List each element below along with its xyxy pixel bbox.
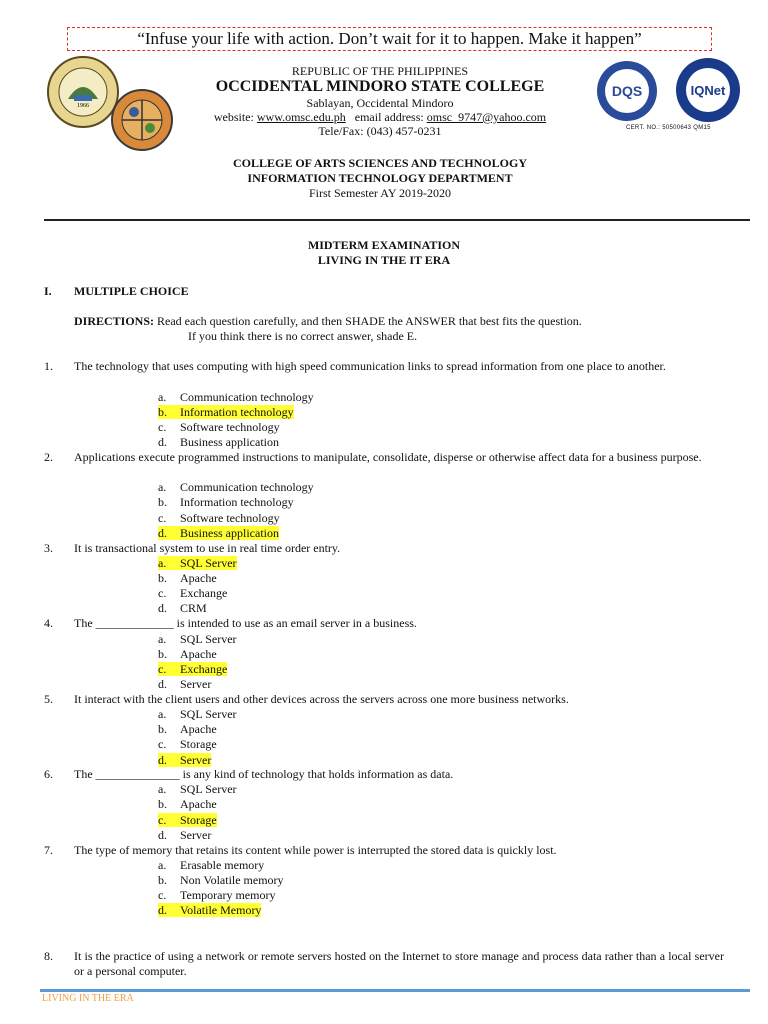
header-divider bbox=[44, 219, 750, 221]
option-letter: a. bbox=[158, 390, 167, 404]
option-text: SQL Server bbox=[180, 556, 237, 570]
svg-text:IQNet: IQNet bbox=[690, 83, 726, 98]
highlighted-answer bbox=[158, 526, 279, 540]
section-number: I. bbox=[44, 284, 52, 298]
answer-option[interactable] bbox=[158, 722, 217, 737]
option-body bbox=[158, 737, 217, 751]
option-letter: c. bbox=[158, 511, 167, 525]
highlighted-answer bbox=[158, 903, 261, 917]
svg-text:DQS: DQS bbox=[611, 83, 643, 99]
exam-subtitle: LIVING IN THE IT ERA bbox=[317, 253, 451, 267]
option-body bbox=[158, 511, 280, 525]
answer-option[interactable] bbox=[158, 828, 211, 843]
option-letter: a. bbox=[158, 632, 167, 646]
option-text: Volatile Memory bbox=[180, 903, 262, 917]
answer-option[interactable] bbox=[158, 526, 279, 541]
option-text: SQL Server bbox=[180, 782, 237, 796]
option-body bbox=[158, 677, 211, 691]
option-text: Storage bbox=[180, 813, 217, 827]
option-letter: d. bbox=[158, 435, 167, 449]
option-text: Apache bbox=[180, 571, 217, 585]
directions-text: Read each question carefully, and then SHADE the ANSWER that best fits the question. bbox=[154, 314, 582, 328]
option-letter: a. bbox=[158, 556, 167, 570]
directions bbox=[74, 314, 582, 329]
option-body bbox=[158, 480, 314, 494]
option-letter: d. bbox=[158, 903, 167, 917]
option-body bbox=[158, 632, 237, 646]
option-letter: b. bbox=[158, 495, 167, 509]
option-text: Exchange bbox=[180, 586, 228, 600]
highlighted-answer bbox=[158, 813, 217, 827]
answer-option[interactable] bbox=[158, 511, 280, 526]
option-text: Communication technology bbox=[180, 480, 314, 494]
contact-line bbox=[170, 110, 590, 125]
option-letter: c. bbox=[158, 586, 167, 600]
answer-option[interactable] bbox=[158, 390, 314, 405]
college-name: OCCIDENTAL MINDORO STATE COLLEGE bbox=[215, 78, 545, 95]
svg-text:1966: 1966 bbox=[77, 103, 89, 109]
option-letter: a. bbox=[158, 782, 167, 796]
option-text: SQL Server bbox=[180, 707, 237, 721]
answer-option[interactable] bbox=[158, 480, 314, 495]
option-body bbox=[158, 873, 284, 887]
option-text: Server bbox=[180, 677, 212, 691]
option-letter: c. bbox=[158, 662, 167, 676]
website-link[interactable]: www.omsc.edu.ph bbox=[256, 110, 346, 124]
question-6 bbox=[44, 767, 724, 782]
question-number: 2. bbox=[44, 450, 53, 464]
answer-option[interactable] bbox=[158, 858, 264, 873]
option-letter: a. bbox=[158, 707, 167, 721]
question-text: The technology that uses computing with high speed communication links to spread information from one place to another. bbox=[74, 359, 666, 373]
option-text: CRM bbox=[180, 601, 207, 615]
option-text: SQL Server bbox=[180, 632, 237, 646]
answer-option[interactable] bbox=[158, 903, 261, 918]
answer-option[interactable] bbox=[158, 405, 294, 420]
answer-option[interactable] bbox=[158, 888, 275, 903]
answer-option[interactable] bbox=[158, 782, 237, 797]
answer-option[interactable] bbox=[158, 571, 217, 586]
option-body bbox=[158, 722, 217, 736]
option-text: Erasable memory bbox=[180, 858, 265, 872]
option-text: Apache bbox=[180, 797, 217, 811]
question-8 bbox=[44, 949, 724, 979]
option-text: Software technology bbox=[180, 511, 280, 525]
question-4 bbox=[44, 616, 724, 631]
option-letter: d. bbox=[158, 677, 167, 691]
option-letter: b. bbox=[158, 647, 167, 661]
question-7 bbox=[44, 843, 724, 858]
question-1 bbox=[44, 359, 724, 389]
option-letter: a. bbox=[158, 480, 167, 494]
option-text: Information technology bbox=[180, 495, 294, 509]
answer-option[interactable] bbox=[158, 753, 211, 768]
email-link[interactable]: omsc_9747@yahoo.com bbox=[426, 110, 547, 124]
answer-option[interactable] bbox=[158, 586, 227, 601]
option-body bbox=[158, 828, 211, 842]
answer-option[interactable] bbox=[158, 873, 284, 888]
question-2 bbox=[44, 450, 724, 480]
website-label: website: bbox=[213, 110, 257, 124]
option-body bbox=[158, 782, 237, 796]
motto-banner: “Infuse your life with action. Don’t wait for it to happen. Make it happen” bbox=[67, 27, 712, 51]
answer-option[interactable] bbox=[158, 420, 280, 435]
option-letter: c. bbox=[158, 888, 167, 902]
college-seal-logo bbox=[46, 55, 120, 129]
option-body bbox=[158, 601, 207, 615]
dqs-certification-logo bbox=[588, 59, 666, 123]
telfax: Tele/Fax: (043) 457-0231 bbox=[318, 124, 442, 138]
footer-divider bbox=[40, 989, 750, 992]
option-body bbox=[158, 571, 217, 585]
answer-option[interactable] bbox=[158, 797, 217, 812]
option-body bbox=[158, 707, 237, 721]
college-address: Sablayan, Occidental Mindoro bbox=[306, 96, 454, 110]
directions-label: DIRECTIONS: bbox=[74, 314, 155, 328]
option-text: Storage bbox=[180, 737, 217, 751]
highlighted-answer bbox=[158, 753, 211, 767]
option-text: Temporary memory bbox=[180, 888, 276, 902]
option-body bbox=[158, 495, 294, 509]
answer-option[interactable] bbox=[158, 495, 294, 510]
question-text: It interact with the client users and other devices across the servers across one more business networks. bbox=[74, 692, 569, 706]
question-text: Applications execute programmed instructions to manipulate, consolidate, disperse or otherwise affect data for a business purpose. bbox=[74, 450, 702, 464]
option-letter: c. bbox=[158, 813, 167, 827]
question-text: It is transactional system to use in real time order entry. bbox=[74, 541, 341, 555]
option-letter: a. bbox=[158, 858, 167, 872]
option-letter: d. bbox=[158, 601, 167, 615]
option-letter: d. bbox=[158, 828, 167, 842]
question-3 bbox=[44, 541, 724, 556]
answer-option[interactable] bbox=[158, 813, 217, 828]
option-letter: c. bbox=[158, 737, 167, 751]
highlighted-answer bbox=[158, 556, 237, 570]
question-5 bbox=[44, 692, 724, 707]
option-body bbox=[158, 435, 279, 449]
question-number: 7. bbox=[44, 843, 53, 857]
answer-option[interactable] bbox=[158, 662, 227, 677]
option-text: Business application bbox=[180, 435, 279, 449]
question-text: The type of memory that retains its content while power is interrupted the stored data is quickly lost. bbox=[74, 843, 557, 857]
question-number: 6. bbox=[44, 767, 53, 781]
answer-option[interactable] bbox=[158, 737, 217, 752]
option-text: Apache bbox=[180, 647, 217, 661]
directions-text-2: If you think there is no correct answer, shade E. bbox=[188, 329, 418, 343]
answer-option[interactable] bbox=[158, 435, 279, 450]
option-letter: b. bbox=[158, 571, 167, 585]
answer-option[interactable] bbox=[158, 601, 207, 616]
option-text: Non Volatile memory bbox=[180, 873, 284, 887]
college-unit: COLLEGE OF ARTS SCIENCES AND TECHNOLOGY bbox=[233, 156, 527, 170]
option-text: Exchange bbox=[180, 662, 228, 676]
option-text: Business application bbox=[180, 526, 279, 540]
option-letter: d. bbox=[158, 753, 167, 767]
semester: First Semester AY 2019-2020 bbox=[308, 186, 452, 200]
option-text: Apache bbox=[180, 722, 217, 736]
republic-line: REPUBLIC OF THE PHILIPPINES bbox=[291, 64, 469, 78]
option-body bbox=[158, 390, 314, 404]
highlighted-answer bbox=[158, 662, 227, 676]
option-body bbox=[158, 858, 264, 872]
email-label: email address: bbox=[354, 110, 427, 124]
option-text: Server bbox=[180, 753, 212, 767]
option-body bbox=[158, 797, 217, 811]
question-number: 1. bbox=[44, 359, 53, 373]
question-number: 3. bbox=[44, 541, 53, 555]
option-letter: b. bbox=[158, 873, 167, 887]
answer-option[interactable] bbox=[158, 556, 237, 571]
iqnet-certification-logo bbox=[672, 56, 744, 124]
option-letter: b. bbox=[158, 405, 167, 419]
option-letter: c. bbox=[158, 420, 167, 434]
option-text: Software technology bbox=[180, 420, 280, 434]
option-body bbox=[158, 647, 217, 661]
department-name: INFORMATION TECHNOLOGY DEPARTMENT bbox=[247, 171, 513, 185]
option-text: Communication technology bbox=[180, 390, 314, 404]
question-text: The _____________ is intended to use as an email server in a business. bbox=[74, 616, 417, 630]
answer-option[interactable] bbox=[158, 647, 217, 662]
question-text: The ______________ is any kind of technology that holds information as data. bbox=[74, 767, 454, 781]
option-body bbox=[158, 586, 227, 600]
question-number: 5. bbox=[44, 692, 53, 706]
option-letter: b. bbox=[158, 797, 167, 811]
answer-option[interactable] bbox=[158, 677, 211, 692]
option-letter: d. bbox=[158, 526, 167, 540]
section-title: MULTIPLE CHOICE bbox=[74, 284, 189, 298]
certificate-number: CERT. NO.: 50500643 QM15 bbox=[626, 125, 711, 131]
highlighted-answer bbox=[158, 405, 294, 419]
footer-text: LIVING IN THE ERA bbox=[42, 993, 134, 1004]
option-body bbox=[158, 420, 280, 434]
department-logo bbox=[110, 88, 174, 152]
option-letter: b. bbox=[158, 722, 167, 736]
option-body bbox=[158, 888, 275, 902]
option-text: Information technology bbox=[180, 405, 294, 419]
answer-option[interactable] bbox=[158, 707, 237, 722]
question-number: 8. bbox=[44, 949, 53, 963]
question-text: It is the practice of using a network or remote servers hosted on the Internet to store manage and process data rather than a local server or a personal computer. bbox=[74, 949, 724, 978]
option-text: Server bbox=[180, 828, 212, 842]
question-number: 4. bbox=[44, 616, 53, 630]
exam-title: MIDTERM EXAMINATION bbox=[307, 238, 461, 252]
answer-option[interactable] bbox=[158, 632, 237, 647]
